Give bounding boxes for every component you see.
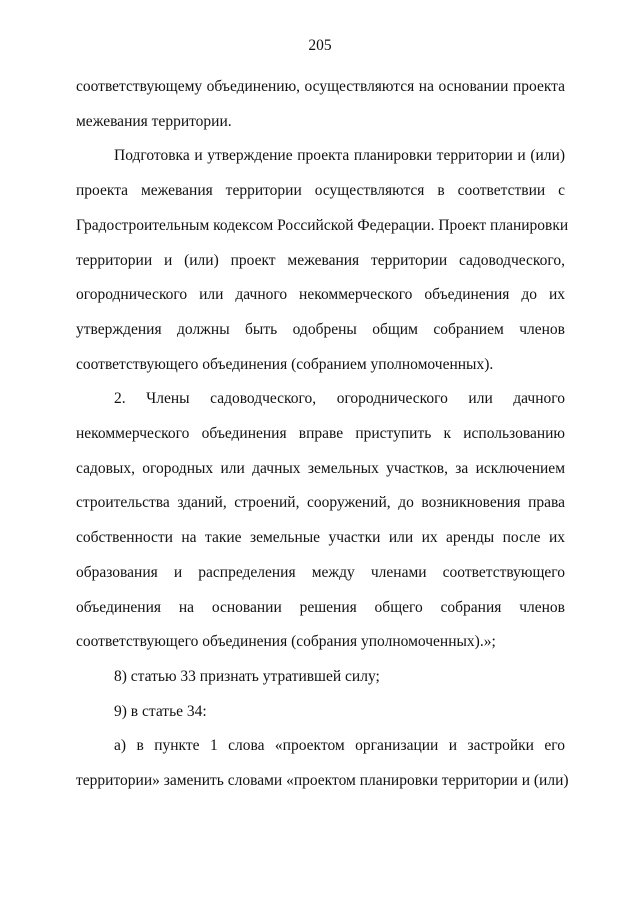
text-line: 8) статью 33 признать утратившей силу; xyxy=(114,667,380,685)
text-line: строительства зданий, строений, сооружений, до возникновения права xyxy=(76,494,565,512)
document-body xyxy=(76,70,569,799)
text-line: соответствующему объединению, осуществляются на основании проекта xyxy=(76,78,565,95)
text-line: некоммерческого объединения вправе приступить к использованию xyxy=(76,425,565,443)
text-line: 9) в статье 34: xyxy=(114,702,207,720)
text-line: образования и распределения между членами соответствующего xyxy=(76,563,565,581)
paragraph xyxy=(76,660,565,695)
text-line: соответствующего объединения (собрания уполномоченных).»; xyxy=(76,633,496,651)
text-line: Градостроительным кодексом Российской Федерации. Проект планировки xyxy=(76,216,569,234)
paragraph xyxy=(76,695,565,730)
paragraph xyxy=(76,70,565,139)
text-line: Подготовка и утверждение проекта планировки территории и (или) xyxy=(114,147,565,165)
text-line: огороднического или дачного некоммерческого объединения до их xyxy=(76,286,565,304)
paragraph xyxy=(76,729,569,798)
text-line: 2. Члены садоводческого, огороднического или дачного xyxy=(114,390,565,408)
paragraph xyxy=(76,382,565,660)
text-line: объединения на основании решения общего собрания членов xyxy=(76,598,565,616)
text-line: а) в пункте 1 слова «проектом организации и застройки его xyxy=(114,737,565,755)
page-number: 205 xyxy=(308,37,332,54)
paragraph xyxy=(76,139,569,382)
text-line: утверждения должны быть одобрены общим собранием членов xyxy=(76,320,565,338)
text-line: собственности на такие земельные участки или их аренды после их xyxy=(76,529,565,547)
text-line: садовых, огородных или дачных земельных участков, за исключением xyxy=(76,459,565,477)
text-line: соответствующего объединения (собранием уполномоченных). xyxy=(76,355,494,373)
text-line: территории и (или) проект межевания территории садоводческого, xyxy=(76,251,565,269)
text-line: территории» заменить словами «проектом планировки территории и (или) xyxy=(76,772,569,790)
text-line: проекта межевания территории осуществляются в соответствии с xyxy=(76,182,565,200)
text-line: межевания территории. xyxy=(76,112,232,130)
